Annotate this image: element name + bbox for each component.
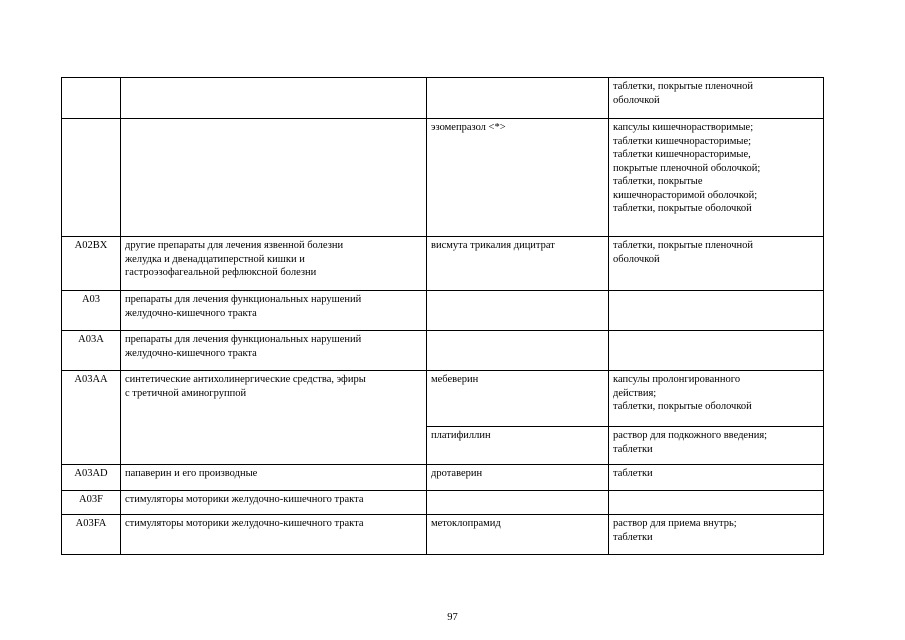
atc-code-cell: A03AD — [62, 465, 121, 491]
form-cell: капсулы кишечнорастворимые; таблетки кишечнорасторимые; таблетки кишечнорасторимые, покрытые пленочной оболочкой; таблетки, покрытые кишечнорасторимой оболочкой; таблетки, покрытые оболочкой — [609, 119, 824, 237]
drug-cell — [427, 78, 609, 119]
group-cell — [121, 78, 427, 119]
drug-cell — [427, 331, 609, 371]
atc-code-cell — [62, 78, 121, 119]
drug-cell — [427, 491, 609, 515]
table-row — [62, 371, 824, 427]
table-row — [62, 291, 824, 331]
form-cell — [609, 291, 824, 331]
form-cell: таблетки, покрытые пленочной оболочкой — [609, 78, 824, 119]
drug-cell: метоклопрамид — [427, 515, 609, 555]
table-row — [62, 491, 824, 515]
drug-cell: платифиллин — [427, 427, 609, 465]
atc-code-cell: A02BX — [62, 237, 121, 291]
table-row — [62, 78, 824, 119]
page-number: 97 — [447, 612, 458, 623]
group-cell: стимуляторы моторики желудочно-кишечного тракта — [121, 491, 427, 515]
atc-code-cell: A03AA — [62, 371, 121, 465]
group-cell — [121, 119, 427, 237]
form-cell: таблетки, покрытые пленочной оболочкой — [609, 237, 824, 291]
drug-cell: эзомепразол <*> — [427, 119, 609, 237]
form-cell: раствор для подкожного введения; таблетки — [609, 427, 824, 465]
form-cell — [609, 491, 824, 515]
form-cell: таблетки — [609, 465, 824, 491]
form-cell — [609, 331, 824, 371]
drug-cell: мебеверин — [427, 371, 609, 427]
group-cell: синтетические антихолинергические средства, эфиры с третичной аминогруппой — [121, 371, 427, 465]
drug-cell: висмута трикалия дицитрат — [427, 237, 609, 291]
form-cell: капсулы пролонгированного действия; таблетки, покрытые оболочкой — [609, 371, 824, 427]
table-row — [62, 119, 824, 237]
atc-code-cell: A03F — [62, 491, 121, 515]
atc-code-cell — [62, 119, 121, 237]
drug-cell — [427, 291, 609, 331]
group-cell: препараты для лечения функциональных нарушений желудочно-кишечного тракта — [121, 331, 427, 371]
table-row — [62, 465, 824, 491]
group-cell: стимуляторы моторики желудочно-кишечного тракта — [121, 515, 427, 555]
medication-table — [61, 77, 824, 555]
table-row — [62, 237, 824, 291]
atc-code-cell: A03A — [62, 331, 121, 371]
atc-code-cell: A03 — [62, 291, 121, 331]
drug-cell: дротаверин — [427, 465, 609, 491]
group-cell: папаверин и его производные — [121, 465, 427, 491]
group-cell: препараты для лечения функциональных нарушений желудочно-кишечного тракта — [121, 291, 427, 331]
atc-code-cell: A03FA — [62, 515, 121, 555]
table-row — [62, 515, 824, 555]
table-row — [62, 331, 824, 371]
group-cell: другие препараты для лечения язвенной болезни желудка и двенадцатиперстной кишки и гастроэзофагеальной рефлюксной болезни — [121, 237, 427, 291]
form-cell: раствор для приема внутрь; таблетки — [609, 515, 824, 555]
